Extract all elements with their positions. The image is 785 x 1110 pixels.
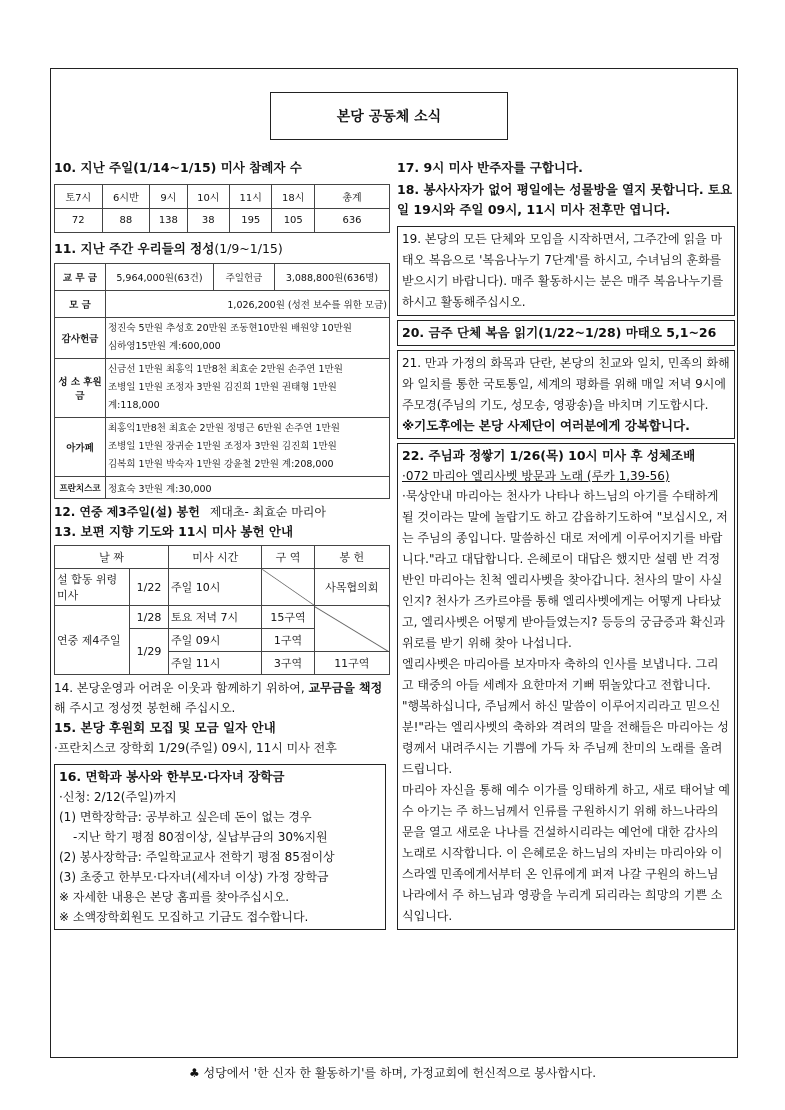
offering-heading-dates: (1/9~1/15) — [214, 241, 283, 256]
s21-note: ※기도후에는 본당 사제단이 여러분에게 강복합니다. — [402, 418, 690, 433]
s22-paragraph: 엘리사벳은 마리아를 보자마자 축하의 인사를 보냅니다. 그리고 태중의 아들 세례자 요한마저 기뻐 뛰놀았다고 전합니다. "행복하십니다, 주님께서 하신 말씀이 이루어지리라고 믿으신 분!"라는 엘리사벳의 축하와 격려의 말을 전해들은 마리아는 성령께서 내려주시는 기쁨에 가득 차 주님께 찬미의 노래를 올려드립니다. — [402, 657, 729, 776]
s18-text: 18. 봉사사자가 없어 평일에는 성물방을 열지 못합니다. 토요일 19시와 주일 09시, 11시 미사 전후만 엽니다. — [397, 182, 733, 217]
s12-text: 제대초- 최효순 마리아 — [209, 505, 326, 519]
schedule-cell: 1/22 — [130, 569, 169, 606]
seongso-label: 성 소 후원금 — [55, 359, 106, 418]
attendance-header: 토7시 — [55, 185, 103, 209]
schedule-header: 미사 시간 — [169, 546, 262, 569]
s20-box: 20. 금주 단체 복음 읽기(1/22~1/28) 마태오 5,1~26 — [397, 320, 735, 346]
schedule-cell: 주일 10시 — [169, 569, 262, 606]
s12-line — [54, 502, 390, 522]
s22-subtitle: ·072 마리아 엘리사벳 방문과 노래 (루카 1,39-56) — [402, 469, 670, 483]
schedule-cell: 연중 제4주일 — [55, 606, 130, 675]
attendance-value: 38 — [187, 209, 229, 233]
attendance-value: 195 — [230, 209, 272, 233]
s15-text: ·프란치스코 장학회 1/29(주일) 09시, 11시 미사 전후 — [54, 741, 337, 755]
s14-text — [54, 678, 390, 718]
schedule-cell: 사목협의회 — [314, 569, 389, 606]
s16-line: (3) 초중고 한부모·다자녀(세자녀 이상) 가정 장학금 — [59, 870, 329, 884]
agape-label: 아가페 — [55, 418, 106, 477]
s17-text: 17. 9시 미사 반주자를 구합니다. — [397, 160, 583, 175]
schedule-row — [55, 606, 390, 629]
attendance-value: 72 — [55, 209, 103, 233]
seongso-line: 계:118,000 — [108, 400, 160, 411]
offering-row — [55, 318, 390, 359]
attendance-value-row — [55, 209, 390, 233]
schedule-cell: 11구역 — [314, 652, 389, 675]
offering-row — [55, 477, 390, 499]
jueheon-label: 주일헌금 — [213, 264, 274, 291]
footer-motto: ♣ 성당에서 '한 신자 한 활동하기'를 하며, 가정교회에 헌신적으로 봉사합시다. — [188, 1066, 597, 1080]
s14-part-bold: 교무금을 책정 — [308, 681, 383, 695]
s14-part: 14. 본당운영과 어려운 이웃과 함께하기 위하여, — [54, 681, 309, 695]
gamsa-line: 정진숙 5만원 추성호 20만원 조동현10만원 배원양 10만원 — [108, 323, 352, 334]
schedule-cell: 주일 11시 — [169, 652, 262, 675]
schedule-cell: 1/28 — [130, 606, 169, 629]
s22-heading: 22. 주님과 정쌓기 1/26(목) 10시 미사 후 성체조배 — [402, 448, 696, 463]
attendance-heading: 10. 지난 주일(1/14~1/15) 미사 참례자 수 — [54, 160, 302, 175]
schedule-cell: 1구역 — [262, 629, 314, 652]
attendance-table — [54, 184, 390, 233]
s16-line: ※ 자세한 내용은 본당 홈피를 찾아주십시오. — [59, 890, 290, 904]
gamsa-value — [106, 318, 390, 359]
offering-row — [55, 264, 390, 291]
s15-heading: 15. 본당 후원회 모집 및 모금 일자 안내 — [54, 720, 276, 735]
jueheon-value: 3,088,800원(636명) — [274, 264, 389, 291]
attendance-header: 11시 — [230, 185, 272, 209]
agape-line: 최홍익1만8천 최효순 2만원 정명근 6만원 손주연 1만원 — [108, 423, 340, 434]
page-title: 본당 공동체 소식 — [270, 92, 508, 140]
gyomugeum-value: 5,964,000원(63건) — [106, 264, 214, 291]
schedule-table — [54, 545, 390, 675]
attendance-value: 88 — [102, 209, 150, 233]
attendance-value: 105 — [272, 209, 315, 233]
seongso-line: 신금선 1만원 최홍익 1만8천 최효순 2만원 손주연 1만원 — [108, 364, 343, 375]
right-column — [397, 158, 735, 930]
mogeum-value: 1,026,200원 (성전 보수를 위한 모금) — [106, 291, 390, 318]
attendance-header: 9시 — [150, 185, 187, 209]
left-column — [54, 158, 390, 930]
s13-heading: 13. 보편 지향 기도와 11시 미사 봉헌 안내 — [54, 524, 294, 539]
offering-table — [54, 263, 390, 499]
offering-heading-text: 11. 지난 주간 우리들의 정성 — [54, 241, 215, 256]
francis-label: 프란치스코 — [55, 477, 106, 499]
s21-box — [397, 350, 735, 439]
mogeum-label: 모 금 — [55, 291, 106, 318]
s14-part: 해 주시고 정성껏 봉헌해 주십시오. — [54, 701, 236, 715]
offering-heading — [54, 239, 390, 259]
attendance-header: 총계 — [315, 185, 390, 209]
s16-heading: 16. 면학과 봉사와 한부모·다자녀 장학금 — [59, 769, 285, 784]
schedule-header-row — [55, 546, 390, 569]
schedule-cell: 토요 저녁 7시 — [169, 606, 262, 629]
offering-row — [55, 291, 390, 318]
schedule-cell: 설 합동 위령 미사 — [55, 569, 130, 606]
attendance-value: 636 — [315, 209, 390, 233]
s19-box: 19. 본당의 모든 단체와 모임을 시작하면서, 그주간에 읽을 마태오 복음으로 '복음나누기 7단계'를 하시고, 수녀님의 훈화를 받으시기 바랍니다). 매주 활동하시는 분은 매주 복음나누기를 하시고 활동해주십시오. — [397, 226, 735, 316]
schedule-header: 구 역 — [262, 546, 314, 569]
s16-line: ※ 소액장학회원도 모집하고 기금도 접수합니다. — [59, 910, 309, 924]
agape-line: 조병일 1만원 장귀순 1만원 조정자 3만원 김진희 1만원 — [108, 441, 337, 452]
s16-line: ·신청: 2/12(주일)까지 — [59, 790, 177, 804]
agape-line: 김복희 1만원 박숙자 1만원 강윤철 2만원 계:208,000 — [108, 459, 334, 470]
schedule-cell: 15구역 — [262, 606, 314, 629]
schedule-header: 봉 헌 — [314, 546, 389, 569]
gamsa-label: 감사헌금 — [55, 318, 106, 359]
s22-paragraph: 마리아 자신을 통해 예수 이가를 잉태하게 하고, 새로 태어날 예수 아기는 주 하느님께서 인류를 구원하시기 위해 하느나라의 문을 열고 새로운 나나를 건설하시리라는 예언에 대한 감사의 노래로 시작합니다. 이 은혜로운 하느님의 자비는 마리아와 이스라엘 민족에게서부터 온 인류에게 퍼져 나갈 구원의 하느님 나라에서 주 하느님과 영광을 누리게 되리라는 희망의 기쁜 소식입니다. — [402, 783, 730, 923]
s12-heading: 12. 연중 제3주일(설) 봉헌 — [54, 505, 200, 519]
seongso-value — [106, 359, 390, 418]
schedule-cell-diagonal — [262, 569, 314, 606]
schedule-cell: 주일 09시 — [169, 629, 262, 652]
schedule-cell-diagonal — [314, 606, 389, 652]
schedule-row — [55, 569, 390, 606]
s16-line: (2) 봉사장학금: 주일학교교사 전학기 평점 85점이상 — [59, 850, 335, 864]
schedule-header: 날 짜 — [55, 546, 169, 569]
attendance-value: 138 — [150, 209, 187, 233]
s22-box — [397, 443, 735, 930]
attendance-header: 10시 — [187, 185, 229, 209]
s16-box — [54, 764, 386, 930]
agape-value — [106, 418, 390, 477]
seongso-line: 조병일 1만원 조정자 3만원 김진희 1만원 권태형 1만원 — [108, 382, 337, 393]
schedule-cell: 1/29 — [130, 629, 169, 675]
attendance-header: 6시반 — [102, 185, 150, 209]
schedule-cell: 3구역 — [262, 652, 314, 675]
offering-row — [55, 359, 390, 418]
s16-line: -지난 학기 평점 80점이상, 실납부금의 30%지원 — [73, 830, 328, 844]
s22-paragraph: ·묵상안내 마리아는 천사가 나타나 하느님의 아기를 수태하게 될 것이라는 말에 놀랍기도 하고 감읍하기도하여 "보십시오, 저는 주님의 종입니다. 말씀하신 대로 저에게 이루어지기를 바랍니다."라고 대답합니다. 은혜로이 대답은 했지만 설렘 반 걱정 반인 마리아는 친척 엘리사벳을 찾아갑니다. 천사의 말이 사실인지? 천사가 즈카르야를 통해 엘리사벳에게는 어떻게 나타났고, 엘리사벳은 어떻게 받아들였는지? 등등의 궁금증과 확신과 위로를 받기 위해 찾아 나섭니다. — [402, 489, 728, 650]
s16-line: (1) 면학장학금: 공부하고 싶은데 돈이 없는 경우 — [59, 810, 312, 824]
attendance-header: 18시 — [272, 185, 315, 209]
gyomugeum-label: 교 무 금 — [55, 264, 106, 291]
s21-text: 21. 만과 가정의 화목과 단란, 본당의 친교와 일치, 민족의 화해와 일치를 통한 국토통일, 세계의 평화를 위해 매일 저녁 9시에 주모경(주님의 기도, 성모송, 영광송)을 바치며 기도합시다. — [402, 356, 730, 412]
attendance-header-row — [55, 185, 390, 209]
gamsa-line: 심하영15만원 계:600,000 — [108, 341, 221, 352]
offering-row — [55, 418, 390, 477]
francis-value: 정효숙 3만원 계:30,000 — [106, 477, 390, 499]
